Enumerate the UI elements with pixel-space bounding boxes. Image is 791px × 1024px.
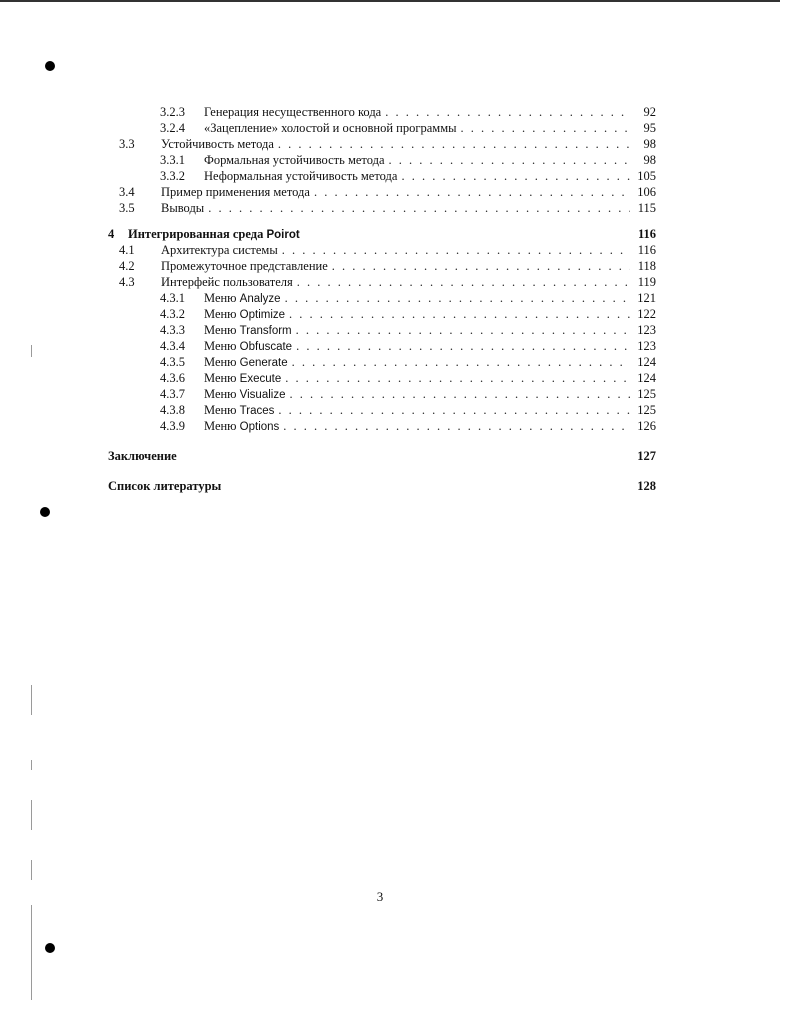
toc-dot-leader <box>296 338 630 354</box>
toc-title-text: Меню <box>204 323 240 337</box>
toc-entry-title: Промежуточное представление <box>161 259 328 273</box>
toc-entry-page: 119 <box>637 275 656 289</box>
scan-edge-mark <box>31 905 32 1000</box>
toc-title-menu-name: Analyze <box>239 293 281 305</box>
toc-entry-title <box>204 418 279 435</box>
toc-entry <box>108 370 656 386</box>
toc-entry-page: 98 <box>643 137 656 151</box>
toc-entry-title <box>204 338 292 355</box>
toc-entry-page: 122 <box>637 307 656 321</box>
toc-title-menu-name: Transform <box>239 325 292 337</box>
toc-entry-number: 3.4 <box>119 185 135 199</box>
toc-entry <box>108 386 656 402</box>
toc-dot-leader <box>289 386 630 402</box>
toc-entry-page: 123 <box>637 339 656 353</box>
toc-entry-number: 4.3.7 <box>160 387 185 401</box>
toc-dot-leader <box>314 184 630 200</box>
top-border-line <box>0 0 780 2</box>
toc-entry-page: 95 <box>643 121 656 135</box>
toc-entry-title <box>204 290 281 307</box>
toc-dot-leader <box>285 370 630 386</box>
toc-entry-page: 124 <box>637 371 656 385</box>
toc-entry-number: 3.2.4 <box>160 121 185 135</box>
toc-title-menu-name: Generate <box>239 357 288 369</box>
toc-title-product-name: Poirot <box>266 229 300 241</box>
toc-entry-title: Устойчивость метода <box>161 137 274 151</box>
toc-entry-title: Формальная устойчивость метода <box>204 153 385 167</box>
binding-hole-bottom <box>45 943 55 953</box>
toc-chapter-heading <box>108 226 656 242</box>
toc-entry <box>108 120 656 136</box>
toc-entry-title <box>204 322 292 339</box>
toc-entry-page: 92 <box>643 105 656 119</box>
toc-entry-page: 105 <box>637 169 656 183</box>
toc-entry <box>108 306 656 322</box>
toc-entry-number: 4.3.9 <box>160 419 185 433</box>
toc-entry <box>108 274 656 290</box>
toc-entry-title: Архитектура системы <box>161 243 278 257</box>
toc-entry-page: 125 <box>637 387 656 401</box>
toc-dot-leader <box>389 152 631 168</box>
binding-hole-middle <box>40 507 50 517</box>
toc-entry-page: 121 <box>637 291 656 305</box>
toc-entry <box>108 136 656 152</box>
toc-dot-leader <box>278 136 630 152</box>
toc-entry <box>108 184 656 200</box>
toc-entry-page: 98 <box>643 153 656 167</box>
toc-entry-number: 3.5 <box>119 201 135 215</box>
toc-title-text: Меню <box>204 339 240 353</box>
toc-dot-leader <box>461 120 631 136</box>
toc-entry-page: 123 <box>637 323 656 337</box>
toc-entry-title: Список литературы <box>108 479 222 493</box>
toc-entry-number: 3.3.2 <box>160 169 185 183</box>
toc-title-menu-name: Obfuscate <box>239 341 293 353</box>
binding-hole-top <box>45 61 55 71</box>
toc-entry-number: 3.3 <box>119 137 135 151</box>
toc-title-text: Меню <box>204 371 240 385</box>
toc-entry <box>108 338 656 354</box>
toc-entry <box>108 290 656 306</box>
toc-dot-leader <box>283 418 630 434</box>
toc-title-menu-name: Optimize <box>239 309 286 321</box>
toc-entry-title <box>204 354 288 371</box>
toc-entry-number: 4.3 <box>119 275 135 289</box>
toc-entry-number: 4.2 <box>119 259 135 273</box>
toc-entry <box>108 322 656 338</box>
toc-dot-leader <box>292 354 630 370</box>
toc-entry-title <box>128 226 634 243</box>
toc-entry-page: 128 <box>637 479 656 493</box>
toc-dot-leader <box>285 290 630 306</box>
toc-entry-title: Выводы <box>161 201 205 215</box>
toc-entry-page: 124 <box>637 355 656 369</box>
toc-dot-leader <box>278 402 630 418</box>
toc-entry-page: 127 <box>637 449 656 463</box>
toc-section-bibliography <box>108 478 656 494</box>
toc-dot-leader <box>208 200 630 216</box>
toc-dot-leader <box>332 258 630 274</box>
scan-edge-mark <box>31 860 32 880</box>
toc-entry <box>108 168 656 184</box>
toc-entry-number: 4.3.5 <box>160 355 185 369</box>
toc-entry-page: 115 <box>637 201 656 215</box>
toc-entry <box>108 104 656 120</box>
toc-entry <box>108 418 656 434</box>
toc-title-text: Меню <box>204 419 240 433</box>
toc-title-text: Меню <box>204 387 240 401</box>
toc-entry-number: 4.1 <box>119 243 135 257</box>
toc-title-text: Меню <box>204 291 240 305</box>
toc-section-conclusion <box>108 448 656 464</box>
toc-dot-leader <box>297 274 630 290</box>
toc-title-text: Меню <box>204 403 240 417</box>
toc-title-menu-name: Visualize <box>239 389 286 401</box>
toc-entry-title <box>204 402 274 419</box>
toc-title-menu-name: Options <box>239 421 280 433</box>
scan-edge-mark <box>31 685 32 715</box>
toc-dot-leader <box>296 322 630 338</box>
toc-dot-leader <box>385 104 630 120</box>
scan-edge-mark <box>31 800 32 830</box>
page-number: 3 <box>376 889 384 904</box>
toc-entry-title <box>204 386 285 403</box>
toc-entry-page: 126 <box>637 419 656 433</box>
toc-entry <box>108 354 656 370</box>
toc-entry-title: «Зацепление» холостой и основной программы <box>204 121 457 135</box>
toc-entry <box>108 242 656 258</box>
toc-dot-leader <box>289 306 630 322</box>
toc-entry-number: 4.3.8 <box>160 403 185 417</box>
toc-entry-page: 116 <box>637 227 656 241</box>
toc-entry-page: 106 <box>637 185 656 199</box>
toc-entry <box>108 258 656 274</box>
toc-entry-number: 3.2.3 <box>160 105 185 119</box>
toc-title-text: Меню <box>204 307 240 321</box>
toc-entry-number: 4.3.1 <box>160 291 185 305</box>
toc-entry-title <box>204 370 281 387</box>
toc-entry-title <box>204 306 285 323</box>
toc-entry-page: 125 <box>637 403 656 417</box>
toc-entry-number: 4.3.3 <box>160 323 185 337</box>
toc-entry-number: 4.3.4 <box>160 339 185 353</box>
toc-entry-page: 116 <box>637 243 656 257</box>
toc-title-menu-name: Traces <box>239 405 275 417</box>
toc-entry-title: Генерация несущественного кода <box>204 105 382 119</box>
scan-edge-mark <box>31 345 32 357</box>
toc-entry-title: Пример применения метода <box>161 185 310 199</box>
toc-title-menu-name: Execute <box>239 373 282 385</box>
table-of-contents <box>108 104 656 494</box>
toc-entry-title: Неформальная устойчивость метода <box>204 169 398 183</box>
toc-entry-number: 4.3.2 <box>160 307 185 321</box>
toc-entry-title: Интерфейс пользователя <box>161 275 293 289</box>
toc-entry <box>108 152 656 168</box>
toc-title-text: Меню <box>204 355 240 369</box>
scan-edge-mark <box>31 760 32 770</box>
toc-entry-page: 118 <box>637 259 656 273</box>
toc-title-text: Интегрированная среда <box>128 227 267 241</box>
toc-entry <box>108 200 656 216</box>
toc-entry-number: 3.3.1 <box>160 153 185 167</box>
toc-dot-leader <box>401 168 630 184</box>
toc-entry-number: 4 <box>108 227 115 241</box>
toc-entry-title: Заключение <box>108 449 177 463</box>
toc-dot-leader <box>282 242 630 258</box>
toc-entry-number: 4.3.6 <box>160 371 185 385</box>
toc-entry <box>108 402 656 418</box>
